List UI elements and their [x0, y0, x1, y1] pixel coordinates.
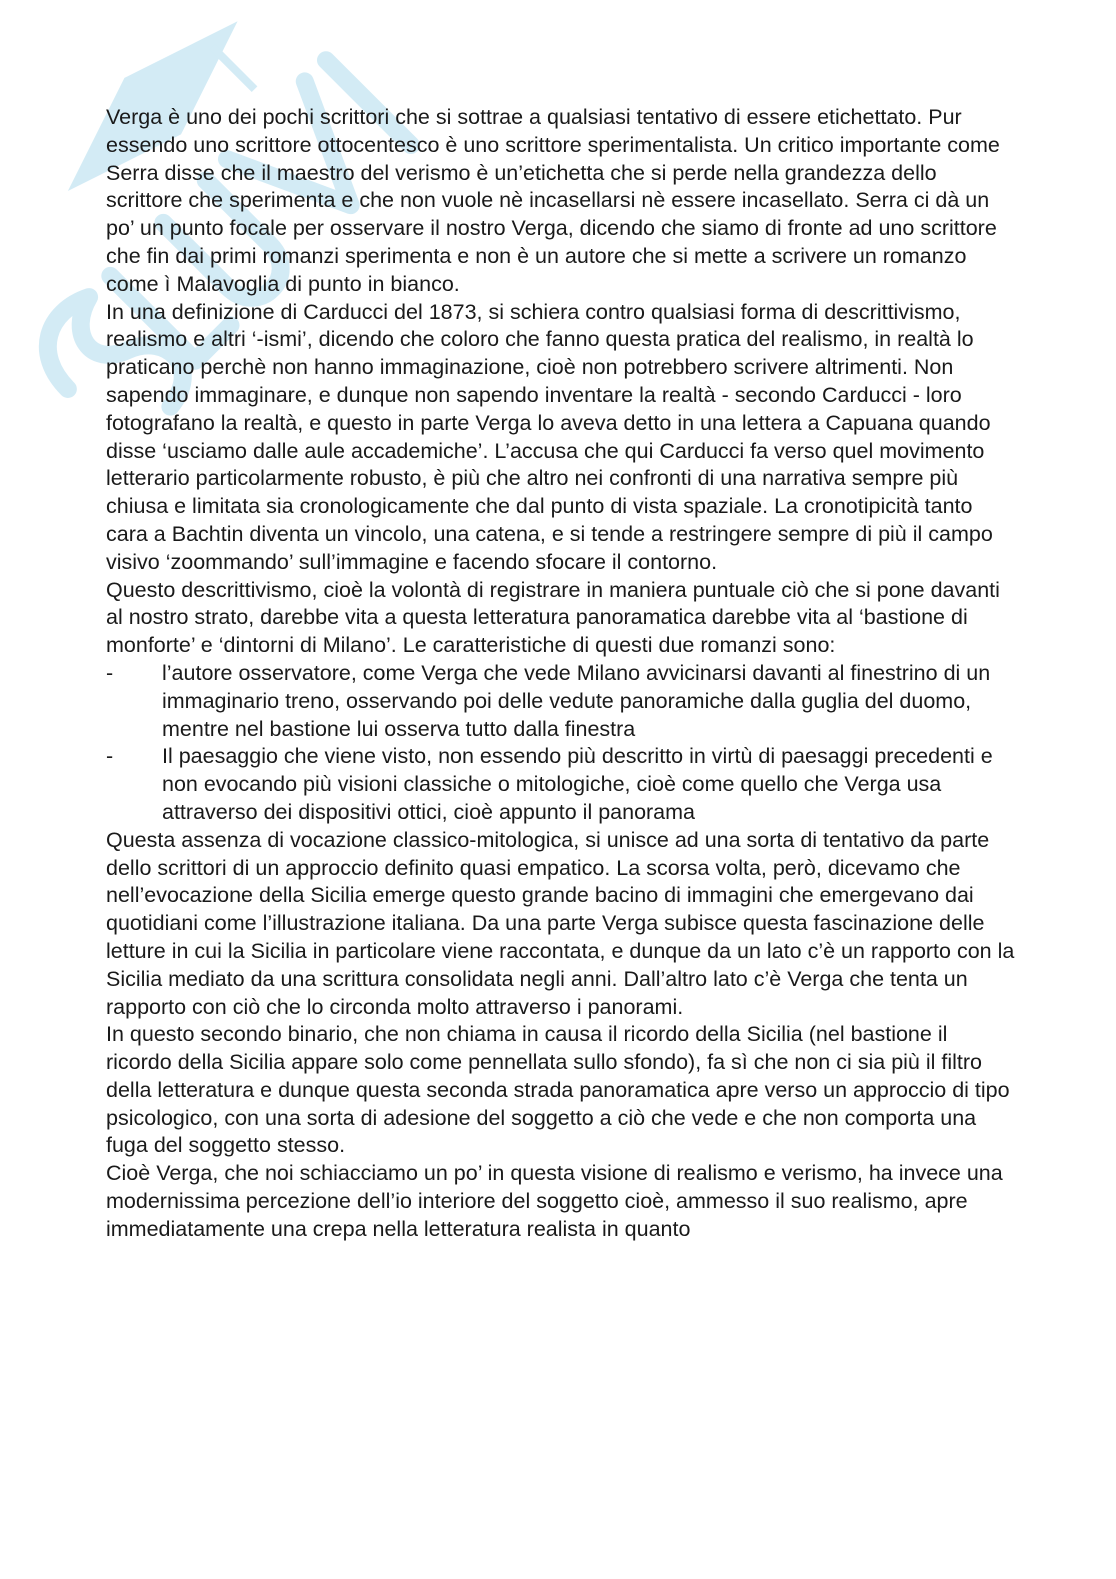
bullet-dash: -: [106, 660, 114, 685]
paragraph: In questo secondo binario, che non chiama in causa il ricordo della Sicilia (nel bastione il ricordo della Sicilia appare solo come pennellata sullo sfondo), fa sì che non ci sia più il filtro della letteratura e dunque questa seconda strada panoramatica apre verso un approccio di tipo psicologico, con una sorta di adesione del soggetto a ciò che vede e che non comporta una fuga del soggetto stesso.: [106, 1022, 1010, 1158]
list-item: [106, 660, 1016, 743]
document-body: [106, 104, 1016, 1244]
paragraph: Verga è uno dei pochi scrittori che si sottrae a qualsiasi tentativo di essere etichettato. Pur essendo uno scrittore ottocentesco è uno scrittore sperimentalista. Un critico importante come Serra disse che il maestro del verismo è un’etichetta che si perde nella grandezza dello scrittore che sperimenta e che non vuole nè incasellarsi nè essere incasellato. Serra ci dà un po’ un punto focale per osservare il nostro Verga, dicendo che siamo di fronte ad uno scrittore che fin dai primi romanzi sperimenta e non è un autore che si mette a scrivere un romanzo come ì Malavoglia di punto in bianco.: [106, 105, 1000, 296]
bullet-list: [106, 660, 1016, 827]
paragraph: Questo descrittivismo, cioè la volontà di registrare in maniera puntuale ciò che si pone davanti al nostro strato, darebbe vita a questa letteratura panoramatica darebbe vita al ‘bastione di monforte’ e ‘dintorni di Milano’. Le caratteristiche di questi due romanzi sono:: [106, 577, 1000, 658]
paragraph: Questa assenza di vocazione classico-mitologica, si unisce ad una sorta di tentativo da parte dello scrittori di un approccio definito quasi empatico. La scorsa volta, però, dicevamo che nell’evocazione della Sicilia emerge questo grande bacino di immagini che emergevano dai quotidiani come l’illustrazione italiana. Da una parte Verga subisce questa fascinazione delle letture in cui la Sicilia in particolare viene raccontata, e dunque da un lato c’è un rapporto con la Sicilia mediato da una scrittura consolidata negli anni. Dall’altro lato c’è Verga che tenta un rapporto con ciò che lo circonda molto attraverso i panorami.: [106, 827, 1015, 1019]
bullet-dash: -: [106, 744, 114, 769]
list-item-text: Il paesaggio che viene visto, non essendo più descritto in virtù di paesaggi precedenti e non evocando più visioni classiche o mitologiche, cioè come quello che Verga usa attraverso dei dispositivi ottici, cioè appunto il panorama: [162, 744, 993, 824]
paragraph: Cioè Verga, che noi schiacciamo un po’ in questa visione di realismo e verismo, ha invece una modernissima percezione dell’io interiore del soggetto cioè, ammesso il suo realismo, apre immediatamente una crepa nella letteratura realista in quanto: [106, 1161, 1003, 1241]
paragraph: In una definizione di Carducci del 1873, si schiera contro qualsiasi forma di descrittivismo, realismo e altri ‘-ismi’, dicendo che coloro che fanno questa pratica del realismo, in realtà lo praticano perchè non hanno immaginazione, cioè non potrebbero scrivere altrimenti. Non sapendo immaginare, e dunque non sapendo inventare la realtà - secondo Carducci - loro fotografano la realtà, e questo in parte Verga lo aveva detto in una lettera a Capuana quando disse ‘usciamo dalle aule accademiche’. L’accusa che qui Carducci fa verso quel movimento letterario particolarmente robusto, è più che altro nei confronti di una narrativa sempre più chiusa e limitata sia cronologicamente che dal punto di vista spaziale. La cronotipicità tanto cara a Bachtin diventa un vincolo, una catena, e si tende a restringere sempre di più il campo visivo ‘zoommando’ sull’immagine e facendo sfocare il contorno.: [106, 299, 993, 574]
list-item-text: l’autore osservatore, come Verga che vede Milano avvicinarsi davanti al finestrino di un immaginario treno, osservando poi delle vedute panoramiche dalla guglia del duomo, mentre nel bastione lui osserva tutto dalla finestra: [162, 660, 991, 741]
list-item: [106, 743, 1016, 826]
